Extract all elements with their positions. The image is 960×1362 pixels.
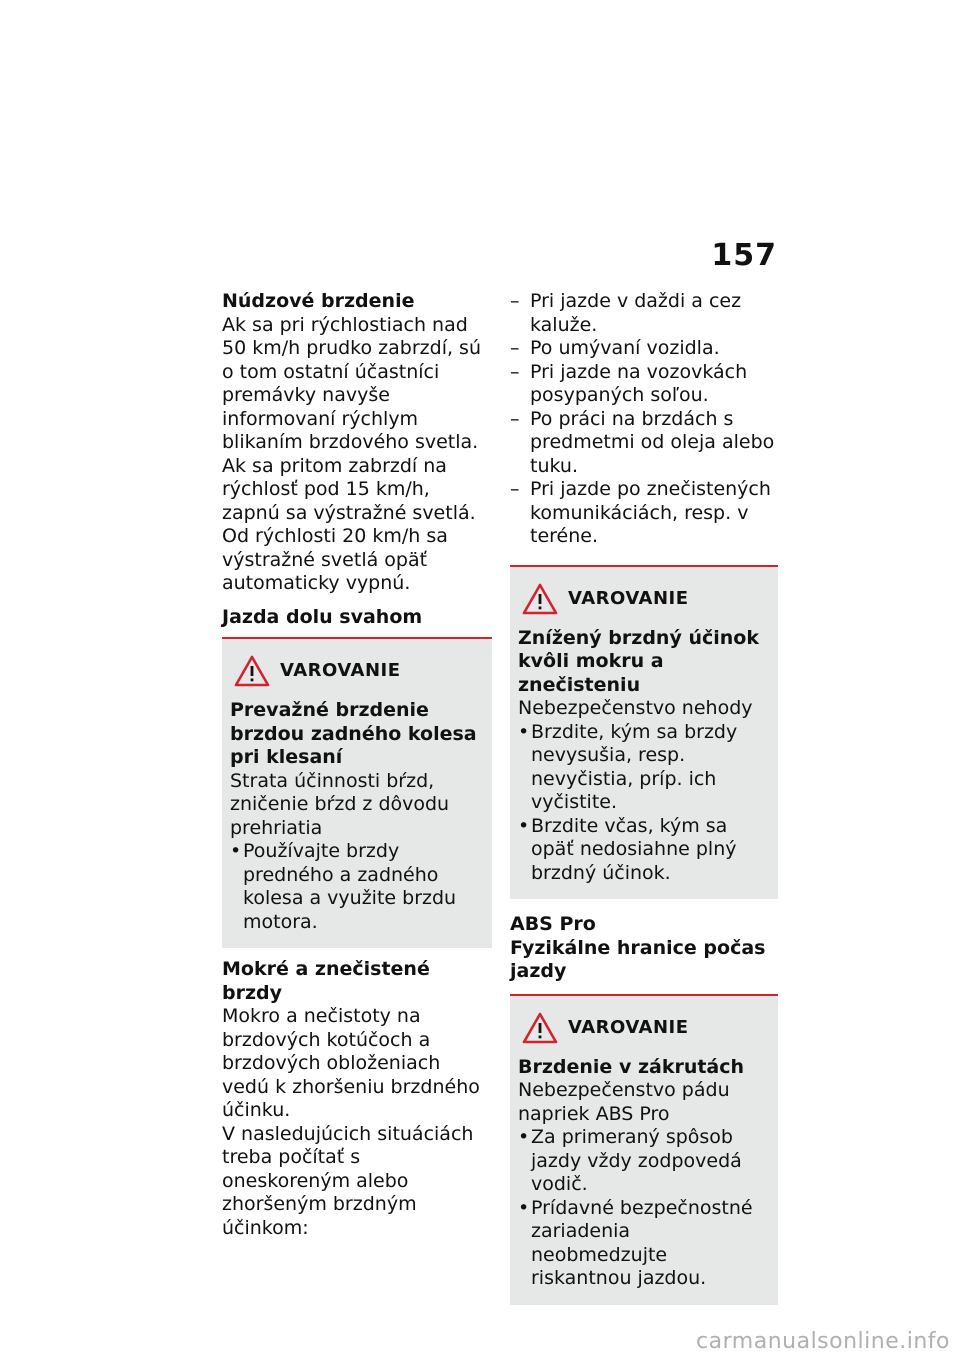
abs-pro-subheading: Fyzikálne hranice počas jazdy <box>510 936 766 982</box>
warning-header <box>518 1012 770 1044</box>
warning-label: VAROVANIE <box>568 1016 689 1038</box>
warning-header <box>518 583 770 615</box>
downhill-heading: Jazda dolu svahom <box>222 605 423 628</box>
wet-paragraph-1: Mokro a nečistoty na brzdových kotúčoch a brzdových obloženiach vedú k zhoršeniu brzdného účinku. <box>222 1005 480 1121</box>
page-number: 157 <box>711 238 777 273</box>
wet-paragraph-2: V nasledujúcich situáciách treba počítať s oneskoreným alebo zhoršeným brzdným účinkom: <box>222 1122 474 1239</box>
wet-brakes-heading: Mokré a znečistené brzdy <box>222 958 430 1004</box>
situation-item: – Pri jazde v daždi a cez kaluže. <box>510 290 778 337</box>
warning-label: VAROVANIE <box>280 660 401 682</box>
warning-box-curves <box>510 994 778 1305</box>
bullet-item: • Brzdite včas, kým sa opäť nedosiahne plný brzdný účinok. <box>518 815 770 886</box>
warning-triangle-icon <box>522 583 558 615</box>
situation-item: – Po umývaní vozidla. <box>510 337 778 361</box>
warning-bullet-list <box>518 721 770 886</box>
emergency-paragraph-1: Ak sa pri rýchlostiach nad 50 km/h prudko zabrzdí, sú o tom ostatní účastníci premávky navyše informovaní rýchlym blikaním brzdového svetla. <box>222 313 481 453</box>
warning-triangle-icon <box>234 655 270 687</box>
watermark: carmanualsonline.info <box>696 1329 950 1354</box>
emergency-paragraph-2: Ak sa pritom zabrzdí na rýchlosť pod 15 km/h, zapnú sa výstražné svetlá. Od rýchlosti 20 km/h sa výstražné svetlá opäť automaticky vypnú. <box>222 454 476 594</box>
bullet-item: • Používajte brzdy predného a zadného kolesa a využite brzdu motora. <box>230 840 484 934</box>
warning-title: Prevažné brzdenie brzdou zadného kolesa pri klesaní <box>230 699 477 768</box>
warning-box-wet <box>510 565 778 900</box>
bullet-item: • Prídavné bezpečnostné zariadenia neobmedzujte riskantnou jazdou. <box>518 1197 770 1291</box>
situation-item: – Pri jazde po znečistených komunikáciách, resp. v teréne. <box>510 478 778 549</box>
warning-title: Znížený brzdný účinok kvôli mokru a znečisteniu <box>518 626 759 696</box>
warning-bullet-list <box>230 840 484 934</box>
warning-triangle-icon <box>522 1012 558 1044</box>
abs-pro-heading: ABS Pro <box>510 913 596 935</box>
situations-list <box>510 290 778 549</box>
left-column <box>222 290 492 1240</box>
warning-bullet-list <box>518 1126 770 1291</box>
situation-item: – Pri jazde na vozovkách posypaných soľou. <box>510 361 778 408</box>
warning-title: Brzdenie v zákrutách <box>518 1055 745 1078</box>
warning-box-downhill <box>222 637 492 948</box>
situation-item: – Po práci na brzdách s predmetmi od oleja alebo tuku. <box>510 408 778 479</box>
right-column <box>510 290 778 1305</box>
emergency-braking-heading: Núdzové brzdenie <box>222 290 415 312</box>
warning-label: VAROVANIE <box>568 587 689 609</box>
warning-description: Nebezpečenstvo pádu napriek ABS Pro <box>518 1079 730 1125</box>
bullet-item: • Za primeraný spôsob jazdy vždy zodpovedá vodič. <box>518 1126 770 1197</box>
bullet-item: • Brzdite, kým sa brzdy nevysušia, resp. nevyčistia, príp. ich vyčistite. <box>518 721 770 815</box>
warning-description: Nebezpečenstvo nehody <box>518 697 753 719</box>
warning-header <box>230 655 484 687</box>
warning-description: Strata účinnosti bŕzd, zničenie bŕzd z dôvodu prehriatia <box>230 769 450 839</box>
